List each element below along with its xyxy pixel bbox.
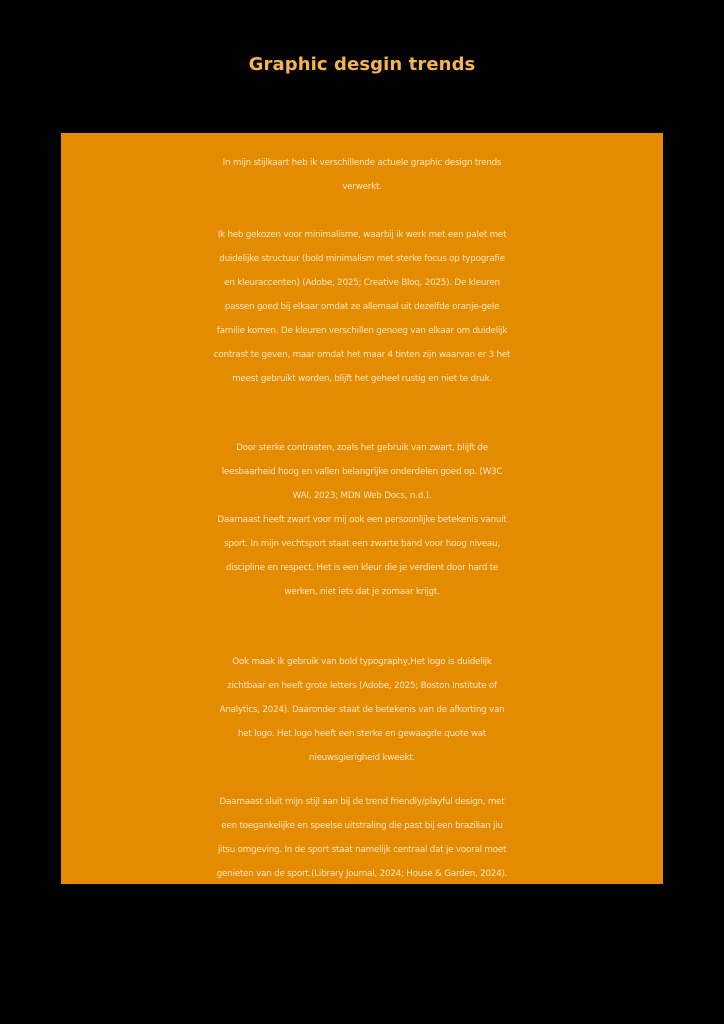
text-line: Door sterke contrasten, zoals het gebruik van zwart, blijft de bbox=[236, 443, 488, 453]
text-line: In mijn stijlkaart heb ik verschillende actuele graphic design trends bbox=[222, 158, 502, 168]
text-line: duidelijke structuur (bold minimalism met sterke focus op typografie bbox=[219, 254, 505, 264]
text-line: genieten van de sport.(Library Journal, 2024; House & Garden, 2024). bbox=[216, 869, 508, 879]
text-line: het logo. Het logo heeft een sterke en gewaagde quote wat bbox=[237, 729, 487, 739]
text-line: Ik heb gekozen voor minimalisme, waarbij ik werk met een palet met bbox=[217, 230, 507, 240]
paragraph-contrast bbox=[61, 436, 663, 604]
text-line: nieuwsgierigheid kweekt. bbox=[308, 753, 416, 763]
text-line: en kleuraccenten) (Adobe, 2025; Creative Bloq, 2025). De kleuren bbox=[224, 278, 500, 288]
paragraph-intro bbox=[61, 151, 663, 199]
text-line: zichtbaar en heeft grote letters (Adobe, 2025; Boston Institute of bbox=[227, 681, 497, 691]
text-line: werken, niet iets dat je zomaar krijgt. bbox=[284, 587, 440, 597]
paragraph-typography bbox=[61, 650, 663, 770]
text-line: leesbaarheid hoog en vallen belangrijke onderdelen goed op. (W3C bbox=[221, 467, 503, 477]
text-line: Ook maak ik gebruik van bold typography,Het logo is duidelijk bbox=[232, 657, 492, 667]
paragraph-minimalism bbox=[61, 223, 663, 391]
text-line: meest gebruikt worden, blijft het geheel rustig en niet te druk. bbox=[232, 374, 492, 384]
text-line: Daarnaast sluit mijn stijl aan bij de trend friendly/playful design, met bbox=[219, 797, 505, 807]
text-line: WAI, 2023; MDN Web Docs, n.d.). bbox=[292, 491, 432, 501]
paragraph-playful bbox=[61, 790, 663, 886]
text-line: Analytics, 2024). Daaronder staat de betekenis van de afkorting van bbox=[219, 705, 505, 715]
content-box bbox=[61, 133, 663, 884]
text-line: passen goed bij elkaar omdat ze allemaal uit dezelfde oranje-gele bbox=[224, 302, 500, 312]
text-line: een toegankelijke en speelse uitstraling die past bij een brazilian jiu bbox=[221, 821, 503, 831]
text-line: verwerkt. bbox=[342, 182, 382, 192]
text-line: familie komen. De kleuren verschillen genoeg van elkaar om duidelijk bbox=[216, 326, 508, 336]
page-title: Graphic desgin trends bbox=[248, 54, 476, 75]
text-line: sport. In mijn vechtsport staat een zwarte band voor hoog niveau, bbox=[224, 539, 500, 549]
text-line: jitsu omgeving. In de sport staat namelijk centraal dat je vooral moet bbox=[217, 845, 507, 855]
text-line: contrast te geven, maar omdat het maar 4 tinten zijn waarvan er 3 het bbox=[213, 350, 511, 360]
text-line: Daarnaast heeft zwart voor mij ook een persoonlijke betekenis vanuit bbox=[217, 515, 507, 525]
text-line: discipline en respect. Het is een kleur die je verdient door hard te bbox=[225, 563, 499, 573]
